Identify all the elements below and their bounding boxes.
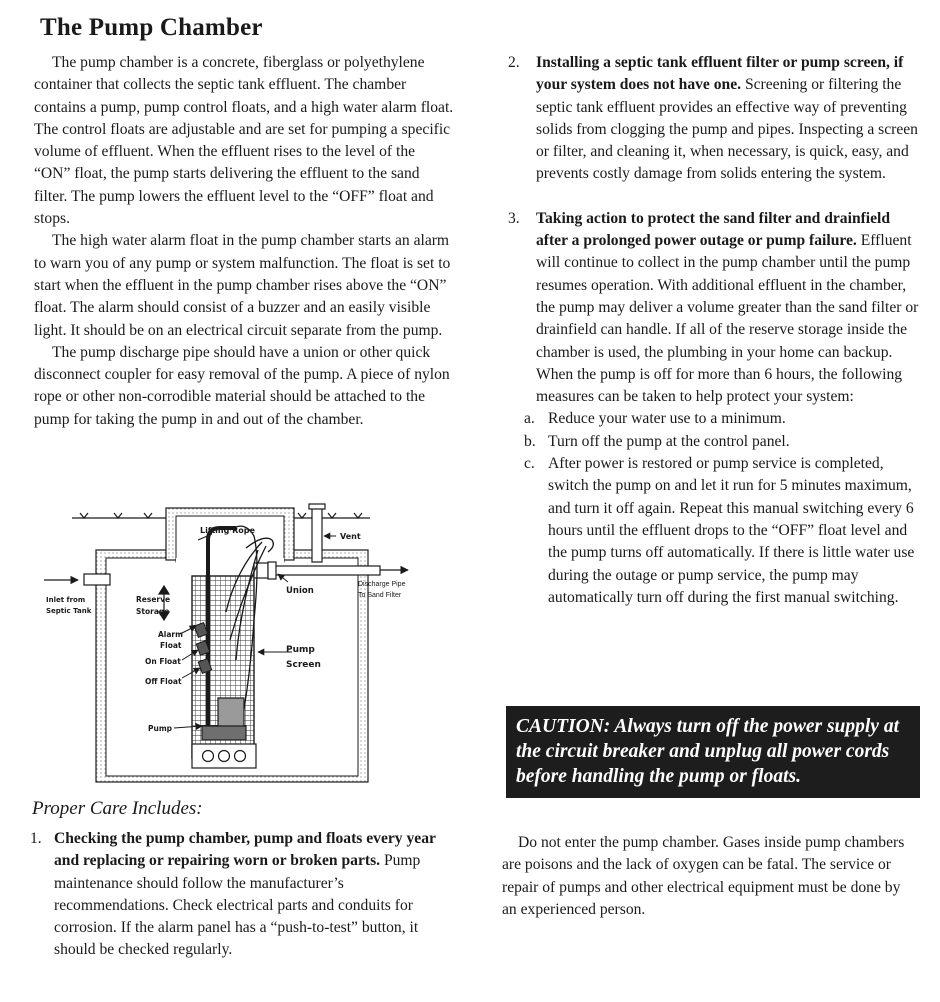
care-subitem-b xyxy=(508,431,922,453)
care-item-3-heading: Taking action to protect the sand filter and drainfield after a prolonged power outage or pump failure. xyxy=(536,209,891,250)
care-item-3 xyxy=(508,208,922,409)
label-pump-screen-line1: Pump xyxy=(286,645,315,655)
care-subitem-c xyxy=(508,453,922,609)
final-warning-paragraph: Do not enter the pump chamber. Gases inside pump chambers are poisons and the lack of oxygen can be fatal. The service or repair of pumps and other electrical equipment must be done by an experienced person. xyxy=(502,834,905,918)
pump-chamber-diagram xyxy=(40,500,435,790)
care-subitem-c-letter: c. xyxy=(524,455,535,473)
label-discharge-line1: Discharge Pipe xyxy=(358,581,406,588)
label-union: Union xyxy=(286,586,314,596)
proper-care-heading: Proper Care Includes: xyxy=(32,798,203,819)
intro-paragraph-3: The pump discharge pipe should have a union or other quick disconnect coupler for easy removal of the pump. A piece of nylon rope or other non-corrodible material should be attached to the pump for taking the pump in and out of the chamber. xyxy=(34,343,450,428)
intro-paragraph-1: The pump chamber is a concrete, fiberglass or polyethylene container that collects the septic tank effluent. The chamber contains a pump, pump control floats, and a high water alarm float. The control floats are adjustable and are set for pumping a specific volume of effluent. When the effluent rises to the level of the “ON” float, the pump starts delivering the effluent to the sand filter. The pump lowers the effluent level to the “OFF” float and stops. xyxy=(34,54,454,228)
pump-base xyxy=(192,744,256,768)
label-inlet-line2: Septic Tank xyxy=(46,607,92,615)
label-pump: Pump xyxy=(148,724,173,733)
care-item-1 xyxy=(30,828,450,962)
label-inlet-line1: Inlet from xyxy=(46,596,86,604)
care-item-3-number: 3. xyxy=(508,209,520,227)
intro-paragraph-2: The high water alarm float in the pump chamber starts an alarm to warn you of any pump or system malfunction. The float is set to start when the effluent in the pump chamber rises above the “ON” float. The alarm should consist of a buzzer and an easily visible light. It should be on an electrical circuit separate from the pump. xyxy=(34,232,451,339)
care-item-2-heading: Installing a septic tank effluent filter or pump screen, if your system does not have one. xyxy=(536,54,904,94)
label-alarm-line1: Alarm xyxy=(158,630,183,639)
care-subitem-a xyxy=(508,408,922,430)
care-item-1-heading: Checking the pump chamber, pump and floats every year and replacing or repairing worn or broken parts. xyxy=(54,830,436,870)
right-column xyxy=(508,52,922,609)
label-lifting-rope: Lifting Rope xyxy=(200,526,255,535)
label-alarm-line2: Float xyxy=(160,641,182,650)
care-item-1-number: 1. xyxy=(30,830,42,847)
care-item-2 xyxy=(508,52,922,186)
care-subitem-a-letter: a. xyxy=(524,410,535,428)
care-subitem-b-text: Turn off the pump at the control panel. xyxy=(548,432,790,450)
label-reserve-line1: Reserve xyxy=(136,595,171,604)
care-subitem-c-text: After power is restored or pump service is completed, switch the pump on and let it run for 5 minutes maximum, and turn it off again. Repeat this manual switching every 6 hours until the effluent drops to the “OFF” float level and the pump turns off automatically. If there is little water use during the outage or pump service, the pump may automatically turn off during the first manual switching. xyxy=(548,455,915,606)
label-pump-screen-line2: Screen xyxy=(286,660,321,670)
left-column xyxy=(34,14,454,431)
label-reserve-line2: Storage xyxy=(136,607,170,616)
inlet-pipe xyxy=(44,574,110,585)
label-vent: Vent xyxy=(340,532,361,541)
care-subitem-b-letter: b. xyxy=(524,432,536,450)
care-item-2-number: 2. xyxy=(508,54,520,71)
care-item-1-text: Pump maintenance should follow the manufacturer’s recommendations. Check electrical parts and conduits for corrosion. If the alarm panel has a “push-to-test” button, it should be checked regularly. xyxy=(54,852,421,959)
care-item-2-text: Screening or filtering the septic tank effluent provides an effective way of preventing solids from clogging the pump and pipes. Inspecting a screen or filter, and cleaning it, when necessary, is quick, easy, and prevents costly damage from solids entering the system. xyxy=(536,76,918,183)
caution-box: CAUTION: Always turn off the power supply at the circuit breaker and unplug all power cords before handling the pump or floats. xyxy=(506,706,920,798)
page-title: The Pump Chamber xyxy=(40,14,263,41)
care-list-left xyxy=(30,828,450,962)
label-discharge-line2: To Sand Filter xyxy=(358,592,402,599)
care-item-3-text: Effluent will continue to collect in the pump chamber until the pump resumes operation. With additional effluent in the chamber, the pump may deliver a volume greater than the sand filter or drainfield can handle. If all of the reserve storage inside the chamber is used, the plumbing in your home can backup. When the pump is off for more than 6 hours, the following measures can be taken to help protect your system: xyxy=(536,232,919,406)
label-off-float: Off Float xyxy=(145,677,182,686)
care-subitem-a-text: Reduce your water use to a minimum. xyxy=(548,410,786,428)
label-on-float: On Float xyxy=(145,657,181,666)
